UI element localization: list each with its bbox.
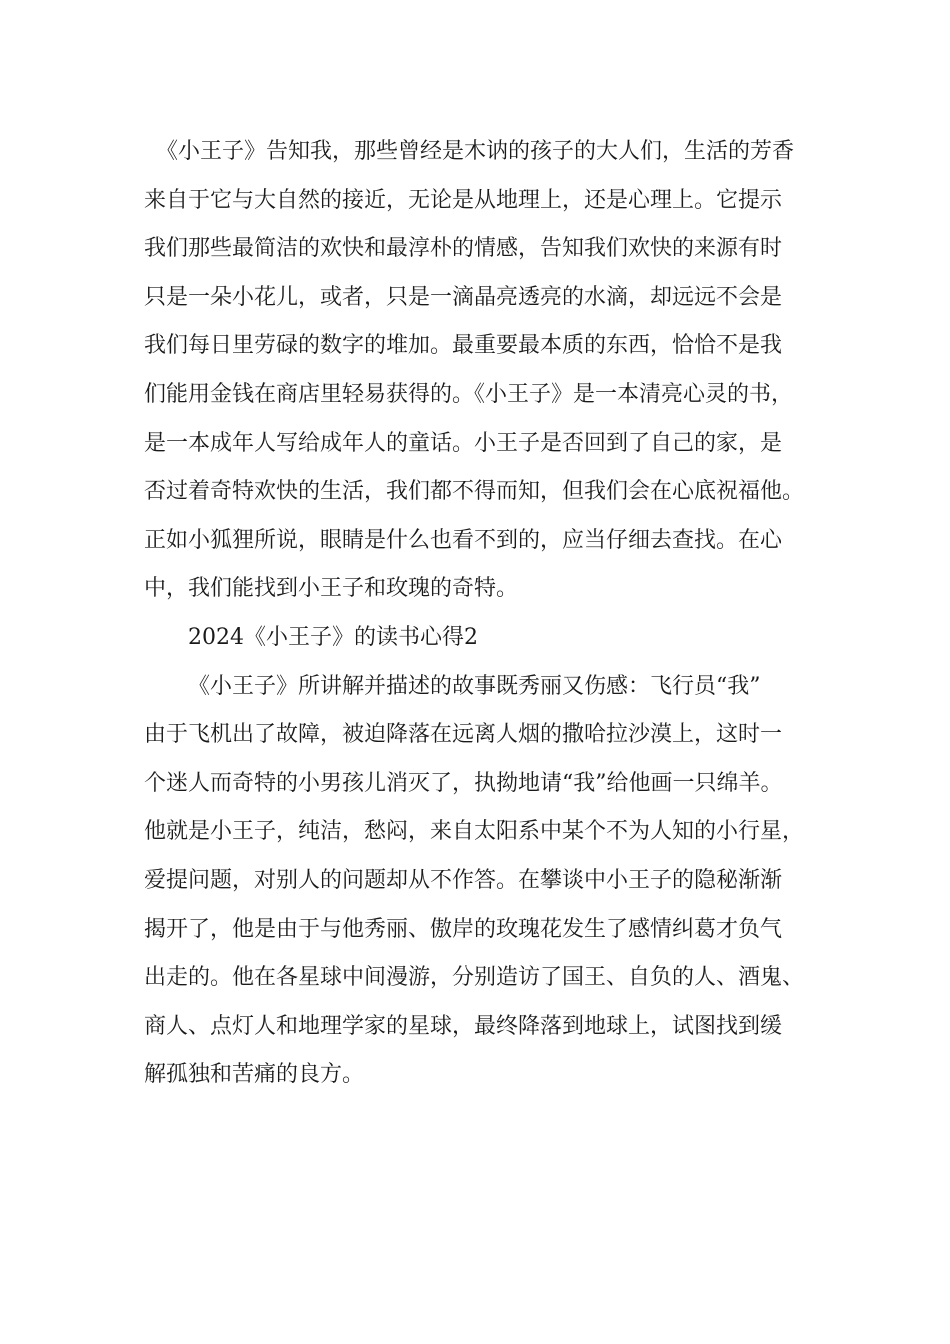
text-line: 出走的。他在各星球中间漫游，分别造访了国王、自负的人、酒鬼、 bbox=[144, 965, 805, 991]
text-line: 我们那些最简洁的欢快和最淳朴的情感，告知我们欢快的来源有时 bbox=[144, 236, 783, 262]
text-line: 《小王子》告知我，那些曾经是木讷的孩子的大人们，生活的芳香 bbox=[156, 139, 795, 164]
text-line: 商人、点灯人和地理学家的星球，最终降落到地球上，试图找到缓 bbox=[144, 1013, 783, 1039]
text-line: 我们每日里劳碌的数字的堆加。最重要最本质的东西，恰恰不是我 bbox=[144, 333, 783, 359]
text-line: 他就是小王子，纯洁，愁闷，来自太阳系中某个不为人知的小行星， bbox=[144, 819, 805, 845]
text-line: 爱提问题，对别人的问题却从不作答。在攀谈中小王子的隐秘渐渐 bbox=[144, 867, 783, 893]
text-line: 是一本成年人写给成年人的童话。小王子是否回到了自己的家，是 bbox=[144, 430, 783, 456]
text-line: 中，我们能找到小王子和玫瑰的奇特。 bbox=[144, 576, 519, 602]
text-line: 解孤独和苦痛的良方。 bbox=[144, 1062, 365, 1088]
paragraph-1 bbox=[144, 128, 834, 614]
text-line: 个迷人而奇特的小男孩儿消灭了，执拗地请“我”给他画一只绵羊。 bbox=[144, 770, 783, 796]
text-line: 正如小狐狸所说，眼睛是什么也看不到的，应当仔细去查找。在心 bbox=[144, 527, 783, 553]
text-line: 由于飞机出了故障，被迫降落在远离人烟的撒哈拉沙漠上，这时一 bbox=[144, 722, 783, 748]
text-line: 否过着奇特欢快的生活，我们都不得而知，但我们会在心底祝福他。 bbox=[144, 479, 805, 505]
text-line: 来自于它与大自然的接近，无论是从地理上，还是心理上。它提示 bbox=[144, 187, 783, 213]
text-line: 们能用金钱在商店里轻易获得的。《小王子》是一本清亮心灵的书， bbox=[144, 381, 794, 407]
text-line: 《小王子》所讲解并描述的故事既秀丽又伤感：飞行员“我” bbox=[188, 673, 761, 699]
paragraph-2 bbox=[144, 663, 834, 1100]
section-heading: 2024《小王子》的读书心得2 bbox=[188, 624, 478, 650]
text-line: 只是一朵小花儿，或者，只是一滴晶亮透亮的水滴，却远远不会是 bbox=[144, 284, 783, 310]
text-line: 揭开了，他是由于与他秀丽、傲岸的玫瑰花发生了感情纠葛才负气 bbox=[144, 916, 783, 942]
document-body bbox=[144, 128, 834, 1100]
